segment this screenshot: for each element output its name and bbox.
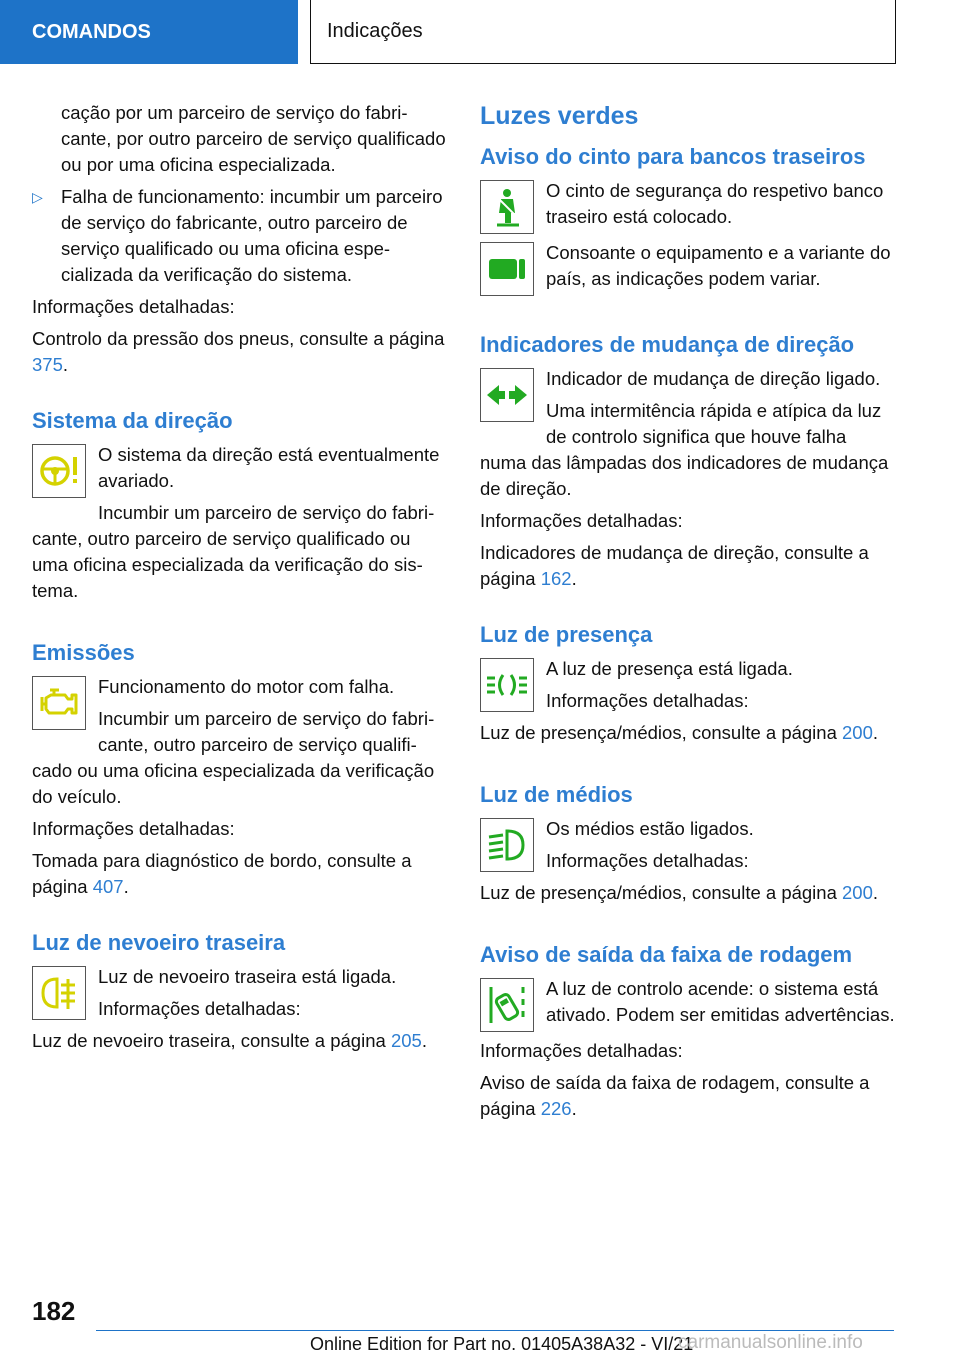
section-low-beam: Luz de médios Os médios estão ligados. Informações detalhadas: Luz de presença/médios, consulte a página 200. bbox=[480, 780, 896, 912]
section-turn-signal: Indicadores de mudança de direção Indicador de mudança de direção ligado. Uma intermitência rápida e atípica da luz de controlo significa que houve falha numa das lâmpadas dos indicadores de mudança de direção. Informações detalhadas: Indicadores de mudança de direção, consulte a página 162. bbox=[480, 330, 896, 592]
left-column bbox=[32, 100, 448, 1060]
page-link[interactable]: 162 bbox=[540, 568, 572, 589]
header-chapter-box bbox=[310, 0, 896, 64]
section-title: Indicadores de mudança de direção bbox=[480, 332, 855, 357]
info-label: Informações detalhadas: bbox=[98, 998, 301, 1019]
page-link[interactable]: 200 bbox=[842, 882, 873, 903]
info-label: Informações detalhadas: bbox=[480, 1040, 683, 1061]
page-reference: Indicadores de mudança de direção, consulte a página 162. bbox=[480, 542, 869, 589]
footer-edition: Online Edition for Part no. 01405A38A32 - VI/21 bbox=[310, 1334, 694, 1354]
page-reference: Luz de nevoeiro traseira, consulte a página 205. bbox=[32, 1030, 427, 1051]
page-reference: Controlo da pressão dos pneus, consulte a página 375. bbox=[32, 328, 445, 375]
section-rear-fog: Luz de nevoeiro traseira Luz de nevoeiro traseira está ligada. Informações detalhadas: Luz de nevoeiro traseira, consulte a página 205. bbox=[32, 928, 448, 1060]
parking-light-icon bbox=[480, 658, 534, 712]
bullet-triangle-icon: ▷ bbox=[32, 189, 43, 205]
section-lane-departure: Aviso de saída da faixa de rodagem A luz de controlo acende: o sistema está ativado. Podem ser emitidas advertências. Informações detalhadas: Aviso de saída da faixa de rodagem, consulte a página 226. bbox=[480, 940, 896, 1122]
section-emissions: Emissões Funcionamento do motor com falha. Incumbir um parceiro de serviço do fabricante, outro parceiro de serviço qualificado ou uma oficina especializada da verificação do veículo. Informações detalhadas: Tomada para diagnóstico de bordo, consulte a página 407. bbox=[32, 638, 448, 900]
main-title: Luzes verdes bbox=[480, 102, 639, 130]
section-title: Aviso de saída da faixa de rodagem bbox=[480, 942, 853, 967]
info-label: Informações detalhadas: bbox=[480, 510, 683, 531]
watermark: carmanualsonline.info bbox=[678, 1332, 863, 1353]
section-title: Sistema da direção bbox=[32, 408, 233, 433]
check-engine-icon bbox=[32, 676, 86, 730]
info-label: Informações detalhadas: bbox=[32, 818, 235, 839]
turn-signal-icon bbox=[480, 368, 534, 422]
footer-divider bbox=[96, 1330, 894, 1331]
page-reference: Luz de presença/médios, consulte a página 200. bbox=[480, 722, 879, 743]
page-reference: Aviso de saída da faixa de rodagem, consulte a página 226. bbox=[480, 1072, 870, 1119]
paragraph: cação por um parceiro de serviço do fabricante, por outro parceiro de serviço qualificado ou por uma oficina especializada. bbox=[61, 102, 446, 175]
section-title: Luz de presença bbox=[480, 622, 653, 647]
seatbelt-icon bbox=[480, 180, 534, 234]
rear-seat-belt-icon bbox=[480, 242, 534, 296]
page-link[interactable]: 375 bbox=[32, 354, 63, 375]
section-title: Emissões bbox=[32, 640, 135, 665]
page-link[interactable]: 200 bbox=[842, 722, 873, 743]
page-link[interactable]: 407 bbox=[92, 876, 124, 897]
section-title: Aviso do cinto para bancos traseiros bbox=[480, 144, 866, 169]
header-section-tab bbox=[0, 0, 298, 64]
section-title: Luz de médios bbox=[480, 782, 633, 807]
page-reference: Tomada para diagnóstico de bordo, consulte a página 407. bbox=[32, 850, 412, 897]
header-chapter-label: Indicações bbox=[327, 20, 423, 42]
info-label: Informações detalhadas: bbox=[546, 850, 749, 871]
info-label: Informações detalhadas: bbox=[32, 296, 235, 317]
right-column bbox=[480, 100, 896, 1128]
page-reference: Luz de presença/médios, consulte a página 200. bbox=[480, 882, 879, 903]
rear-fog-icon bbox=[32, 966, 86, 1020]
steering-warning-icon bbox=[32, 444, 86, 498]
section-parking-light: Luz de presença A luz de presença está ligada. Informações detalhadas: Luz de presença/médios, consulte a página 200. bbox=[480, 620, 896, 752]
page-number: 182 bbox=[32, 1296, 76, 1326]
section-rear-seatbelt: Aviso do cinto para bancos traseiros O cinto de segurança do respetivo banco traseiro está colocado. Consoante o equipamento e a variante do país, as indicações podem variar. bbox=[480, 142, 896, 302]
info-label: Informações detalhadas: bbox=[546, 690, 749, 711]
bullet-item: ▷ Falha de funcionamento: incumbir um parceiro de serviço do fabricante, outro parceiro de serviço qualificado ou uma oficina especializada da verificação do sistema. bbox=[32, 186, 443, 285]
page-link[interactable]: 226 bbox=[540, 1098, 572, 1119]
section-steering: Sistema da direção O sistema da direção está eventualmente avariado. Incumbir um parceiro de serviço do fabricante, outro parceiro de serviço qualificado ou uma oficina especializada da verificação do sistema. bbox=[32, 406, 448, 610]
header-section-label: COMANDOS bbox=[32, 20, 151, 43]
lane-departure-icon bbox=[480, 978, 534, 1032]
section-title: Luz de nevoeiro traseira bbox=[32, 930, 286, 955]
low-beam-icon bbox=[480, 818, 534, 872]
page-link[interactable]: 205 bbox=[390, 1030, 422, 1051]
